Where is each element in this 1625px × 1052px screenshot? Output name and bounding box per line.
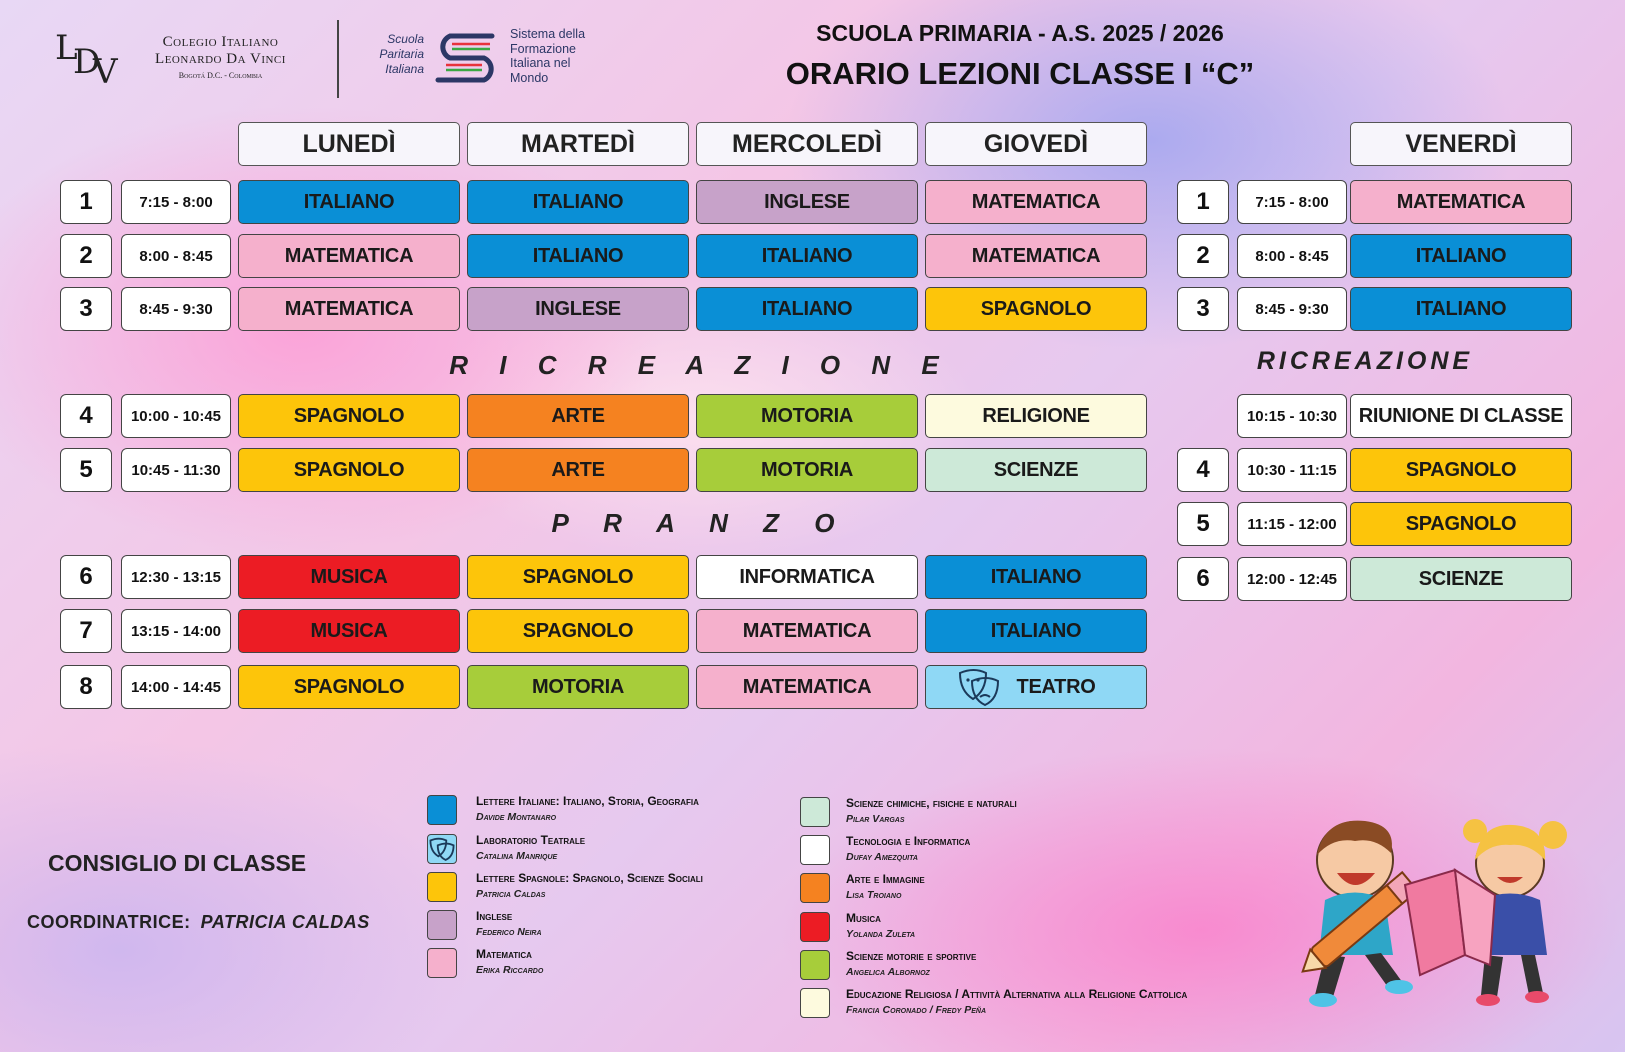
pranzo-label: P R A N Z O <box>551 508 849 538</box>
friday-period-time: 10:15 - 10:30 <box>1237 394 1347 438</box>
friday-period-time: 8:45 - 9:30 <box>1237 287 1347 331</box>
subject-cell: MATEMATICA <box>238 287 460 331</box>
friday-period-number: 1 <box>1177 180 1229 224</box>
subject-cell: MOTORIA <box>696 394 918 438</box>
ricreazione-friday-label: RICREAZIONE <box>1256 347 1474 375</box>
subject-cell: SPAGNOLO <box>467 609 689 653</box>
legend-swatch <box>427 834 457 864</box>
friday-period-number: 3 <box>1177 287 1229 331</box>
sistema-text: Sistema della Formazione Italiana nel Mondo <box>510 27 586 85</box>
subject-cell <box>925 665 1147 709</box>
legend-teacher: Catalina Manrique <box>476 850 558 862</box>
subject-cell: MOTORIA <box>696 448 918 492</box>
day-header-friday: VENERDÌ <box>1350 122 1572 166</box>
legend-teacher: Lisa Troiano <box>846 889 902 901</box>
legend-swatch <box>800 988 830 1018</box>
subject-cell: SPAGNOLO <box>238 394 460 438</box>
period-time: 12:30 - 13:15 <box>121 555 231 599</box>
subject-cell: ITALIANO <box>696 234 918 278</box>
friday-period-number: 6 <box>1177 557 1229 601</box>
kids-illustration <box>1285 815 1595 1015</box>
school-location: Bogotá D.C. - Colombia <box>178 71 263 80</box>
friday-subject-cell: SPAGNOLO <box>1350 502 1572 546</box>
subject-label: TEATRO <box>1016 675 1096 698</box>
subject-cell: MATEMATICA <box>696 609 918 653</box>
period-number: 5 <box>60 448 112 492</box>
period-number: 1 <box>60 180 112 224</box>
subject-cell: MATEMATICA <box>238 234 460 278</box>
sistema-logo-icon <box>432 28 502 84</box>
subject-cell: INGLESE <box>467 287 689 331</box>
subject-cell: ITALIANO <box>696 287 918 331</box>
ricreazione-label: R I C R E A Z I O N E <box>449 350 951 380</box>
coordinatrice <box>27 912 370 933</box>
subject-cell: INGLESE <box>696 180 918 224</box>
legend-swatch <box>800 912 830 942</box>
period-time: 7:15 - 8:00 <box>121 180 231 224</box>
period-time: 8:45 - 9:30 <box>121 287 231 331</box>
period-time: 10:00 - 10:45 <box>121 394 231 438</box>
period-number: 8 <box>60 665 112 709</box>
legend-teacher: Francia Coronado / Fredy Peña <box>846 1004 987 1016</box>
subject-cell: SCIENZE <box>925 448 1147 492</box>
legend-subject: Musica <box>846 911 881 925</box>
school-name-line2: Leonardo Da Vinci <box>155 51 286 67</box>
friday-period-time: 12:00 - 12:45 <box>1237 557 1347 601</box>
legend-teacher: Yolanda Zuleta <box>846 928 916 940</box>
legend-subject: Educazione Religiosa / Attività Alternativa alla Religione Cattolica <box>846 987 1188 1001</box>
legend-teacher: Pilar Vargas <box>846 813 905 825</box>
legend-subject: Tecnologia e Informatica <box>846 834 971 848</box>
subject-cell: RELIGIONE <box>925 394 1147 438</box>
subject-cell: SPAGNOLO <box>238 665 460 709</box>
school-name-line1: Colegio Italiano <box>162 34 279 50</box>
day-header: GIOVEDÌ <box>925 122 1147 166</box>
legend-teacher: Dufay Amezquita <box>846 851 918 863</box>
legend-subject: Lettere Spagnole: Spagnolo, Scienze Sociali <box>476 871 703 885</box>
day-header: MARTEDÌ <box>467 122 689 166</box>
subject-cell: ITALIANO <box>925 609 1147 653</box>
legend-teacher: Patricia Caldas <box>476 888 546 900</box>
legend-teacher: Angelica Albornoz <box>846 966 930 978</box>
subject-cell: ITALIANO <box>925 555 1147 599</box>
consiglio-title: CONSIGLIO DI CLASSE <box>48 850 307 876</box>
scuola-paritaria-text: Scuola Paritaria Italiana <box>379 32 424 76</box>
subject-cell: MATEMATICA <box>925 234 1147 278</box>
subject-cell: MUSICA <box>238 609 460 653</box>
legend-subject: Laboratorio Teatrale <box>476 833 586 847</box>
friday-period-number: 2 <box>1177 234 1229 278</box>
friday-subject-cell: SPAGNOLO <box>1350 448 1572 492</box>
subject-cell: MATEMATICA <box>925 180 1147 224</box>
legend-swatch <box>800 950 830 980</box>
legend-subject: Scienze motorie e sportive <box>846 949 977 963</box>
ldv-logo: L D V <box>55 28 112 92</box>
subject-cell: MATEMATICA <box>696 665 918 709</box>
subject-cell: ARTE <box>467 448 689 492</box>
legend-subject: Inglese <box>476 909 513 923</box>
header-divider <box>337 20 339 98</box>
legend-swatch <box>800 797 830 827</box>
subject-cell: MUSICA <box>238 555 460 599</box>
legend-swatch <box>800 873 830 903</box>
coordinatrice-label: COORDINATRICE: <box>27 912 191 932</box>
period-time: 14:00 - 14:45 <box>121 665 231 709</box>
friday-period-number: 5 <box>1177 502 1229 546</box>
theater-masks-icon <box>956 667 1002 707</box>
friday-subject-cell: ITALIANO <box>1350 234 1572 278</box>
friday-period-time: 7:15 - 8:00 <box>1237 180 1347 224</box>
period-number: 6 <box>60 555 112 599</box>
day-header: MERCOLEDÌ <box>696 122 918 166</box>
coordinatrice-name: PATRICIA CALDAS <box>200 912 370 932</box>
legend-subject: Scienze chimiche, fisiche e naturali <box>846 796 1017 810</box>
friday-period-time: 11:15 - 12:00 <box>1237 502 1347 546</box>
period-number: 7 <box>60 609 112 653</box>
period-number: 2 <box>60 234 112 278</box>
subject-cell: MOTORIA <box>467 665 689 709</box>
legend-swatch <box>427 872 457 902</box>
legend-subject: Matematica <box>476 947 532 961</box>
subject-cell: SPAGNOLO <box>925 287 1147 331</box>
friday-period-number: 4 <box>1177 448 1229 492</box>
friday-period-time: 8:00 - 8:45 <box>1237 234 1347 278</box>
period-time: 10:45 - 11:30 <box>121 448 231 492</box>
theater-masks-icon <box>428 835 456 863</box>
subject-cell: ARTE <box>467 394 689 438</box>
school-year-title: SCUOLA PRIMARIA - A.S. 2025 / 2026 <box>816 20 1224 46</box>
legend-swatch <box>427 910 457 940</box>
friday-subject-cell: SCIENZE <box>1350 557 1572 601</box>
school-name <box>138 34 303 80</box>
friday-subject-cell: MATEMATICA <box>1350 180 1572 224</box>
subject-cell: SPAGNOLO <box>467 555 689 599</box>
subject-cell: SPAGNOLO <box>238 448 460 492</box>
legend-teacher: Erika Riccardo <box>476 964 544 976</box>
period-number: 4 <box>60 394 112 438</box>
subject-cell: ITALIANO <box>467 234 689 278</box>
legend-swatch <box>427 948 457 978</box>
period-time: 13:15 - 14:00 <box>121 609 231 653</box>
class-schedule-title: ORARIO LEZIONI CLASSE I “C” <box>785 56 1255 91</box>
legend-subject: Arte e Immagine <box>846 872 925 886</box>
legend-swatch <box>800 835 830 865</box>
friday-subject-cell: RIUNIONE DI CLASSE <box>1350 394 1572 438</box>
period-number: 3 <box>60 287 112 331</box>
subject-cell: ITALIANO <box>238 180 460 224</box>
legend-teacher: Federico Neira <box>476 926 542 938</box>
day-header: LUNEDÌ <box>238 122 460 166</box>
legend-swatch <box>427 795 457 825</box>
period-time: 8:00 - 8:45 <box>121 234 231 278</box>
friday-subject-cell: ITALIANO <box>1350 287 1572 331</box>
legend-teacher: Davide Montanaro <box>476 811 557 823</box>
subject-cell: ITALIANO <box>467 180 689 224</box>
legend-subject: Lettere Italiane: Italiano, Storia, Geografia <box>476 794 699 808</box>
friday-period-time: 10:30 - 11:15 <box>1237 448 1347 492</box>
subject-cell: INFORMATICA <box>696 555 918 599</box>
